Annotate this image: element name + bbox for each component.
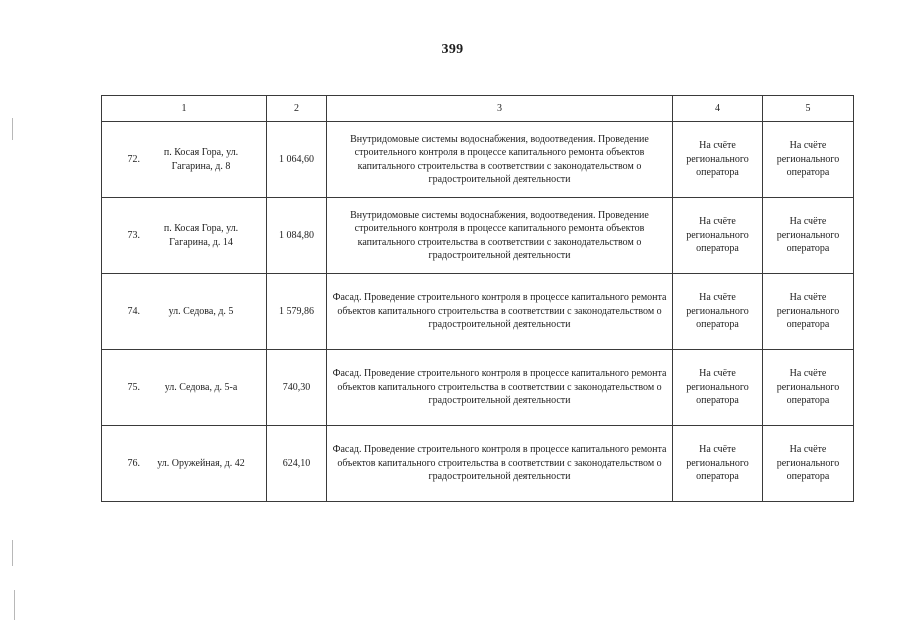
work-description: Внутридомовые системы водоснабжения, водоотведения. Проведение строительного контроля в процессе капитального ремонта объектов капитального строительства в соответствии с законодательством о градостроительной деятельности [327, 198, 673, 274]
row-number: 76. [127, 457, 140, 469]
address: п. Косая Гора, ул. Гагарина, д. 14 [163, 223, 239, 248]
work-description: Внутридомовые системы водоснабжения, водоотведения. Проведение строительного контроля в процессе капитального ремонта объектов капитального строительства в соответствии с законодательством о градостроительной деятельности [327, 122, 673, 198]
column-header: 4 [673, 96, 763, 122]
page-number: 399 [441, 42, 464, 57]
cost-value: 1 084,80 [267, 198, 327, 274]
account-owner: На счёте регионального оператора [763, 198, 854, 274]
table-header-row [102, 96, 854, 122]
account-owner: На счёте регионального оператора [763, 274, 854, 350]
table-row [102, 122, 854, 198]
cost-value: 740,30 [267, 350, 327, 426]
row-number: 75. [127, 381, 140, 393]
address: ул. Седова, д. 5-а [164, 381, 238, 393]
scan-artifact [12, 540, 13, 566]
funding-source: На счёте регионального оператора [673, 198, 763, 274]
funding-source: На счёте регионального оператора [673, 274, 763, 350]
column-header: 5 [763, 96, 854, 122]
address-cell [102, 274, 267, 350]
work-description: Фасад. Проведение строительного контроля в процессе капитального ремонта объектов капитального строительства в соответствии с законодательством о градостроительной деятельности [327, 350, 673, 426]
cost-value: 1 579,86 [267, 274, 327, 350]
address-cell [102, 350, 267, 426]
table-row [102, 426, 854, 502]
table-row [102, 350, 854, 426]
account-owner: На счёте регионального оператора [763, 426, 854, 502]
funding-source: На счёте регионального оператора [673, 426, 763, 502]
row-number: 74. [127, 305, 140, 317]
scan-artifact [14, 590, 15, 620]
table-row [102, 274, 854, 350]
column-header: 3 [327, 96, 673, 122]
address-cell [102, 122, 267, 198]
scan-artifact [12, 118, 13, 140]
row-number: 73. [127, 229, 140, 241]
cost-value: 624,10 [267, 426, 327, 502]
column-header: 2 [267, 96, 327, 122]
work-description: Фасад. Проведение строительного контроля в процессе капитального ремонта объектов капитального строительства в соответствии с законодательством о градостроительной деятельности [327, 426, 673, 502]
cost-value: 1 064,60 [267, 122, 327, 198]
funding-source: На счёте регионального оператора [673, 350, 763, 426]
document-table [101, 95, 854, 502]
column-header: 1 [102, 96, 267, 122]
address: ул. Седова, д. 5 [168, 305, 234, 317]
address-cell [102, 198, 267, 274]
address: ул. Оружейная, д. 42 [157, 457, 245, 469]
row-number: 72. [127, 153, 140, 165]
work-description: Фасад. Проведение строительного контроля в процессе капитального ремонта объектов капитального строительства в соответствии с законодательством о градостроительной деятельности [327, 274, 673, 350]
table-row [102, 198, 854, 274]
account-owner: На счёте регионального оператора [763, 350, 854, 426]
address-cell [102, 426, 267, 502]
account-owner: На счёте регионального оператора [763, 122, 854, 198]
address: п. Косая Гора, ул. Гагарина, д. 8 [163, 147, 239, 172]
funding-source: На счёте регионального оператора [673, 122, 763, 198]
